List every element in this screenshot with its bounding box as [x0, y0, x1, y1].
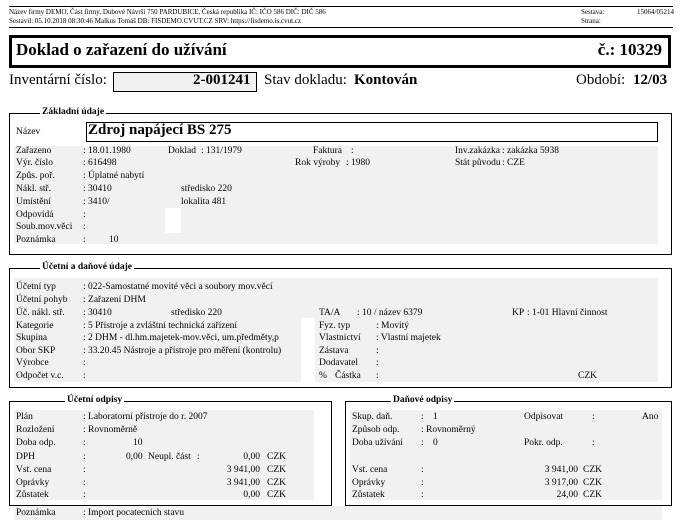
- tax-doba-value: 0: [433, 438, 438, 448]
- ucnakl-label: Úč. nákl. stř.: [16, 308, 65, 318]
- zast-label: Zástava: [319, 346, 349, 356]
- tax-skup-value: 1: [433, 412, 438, 422]
- zus-value: 0,00: [243, 490, 260, 500]
- tax-opr-colon: :: [421, 478, 424, 488]
- vst-colon: :: [83, 465, 86, 475]
- kat-label: Kategorie: [16, 321, 54, 331]
- obor-label: Obor SKP: [16, 346, 56, 356]
- rozl-label: Rozložení: [16, 425, 55, 435]
- zus-currency: CZK: [267, 490, 286, 500]
- umisteni-value: : 3410/: [83, 197, 110, 207]
- pokr-colon: :: [592, 438, 595, 448]
- typ-label: Účetní typ: [16, 282, 56, 292]
- tax-zus-currency: CZK: [583, 490, 602, 500]
- odpoc-value: :: [83, 371, 86, 381]
- report-header: [9, 6, 673, 28]
- acc-depreciation-title: Účetní odpisy: [67, 395, 123, 405]
- dph-label: DPH: [16, 452, 36, 462]
- doba-label: Doba odp.: [16, 438, 56, 448]
- tax-opr-value: 3 917,00: [544, 478, 578, 488]
- zarazeno-label: Zařazeno: [16, 146, 52, 156]
- strana-label: Strana:: [581, 17, 601, 25]
- pokr-label: Pokr. odp.: [524, 438, 563, 448]
- tax-doba-colon: :: [421, 438, 424, 448]
- pct-label: %: [319, 371, 327, 381]
- ucnakl-value: : 30410: [83, 308, 112, 318]
- odpisovat-label: Odpisovat: [524, 412, 564, 422]
- white-gap-2: [301, 318, 315, 382]
- vlast-label: Vlastnictví: [319, 333, 361, 343]
- faktura-value: :: [351, 146, 354, 156]
- zarazeno-value: : 18.01.1980: [83, 146, 131, 156]
- ucnakl-extra: středisko 220: [171, 308, 222, 318]
- dod-value: :: [376, 358, 379, 368]
- nakl-extra: středisko 220: [181, 184, 232, 194]
- kp-value: : 1-01 Hlavní činnost: [527, 308, 608, 318]
- tax-opr-label: Oprávky: [352, 478, 386, 488]
- zus-colon: :: [83, 490, 86, 500]
- fyz-value: : Movitý: [376, 321, 409, 331]
- nakl-value: : 30410: [83, 184, 112, 194]
- fyz-label: Fyz. typ: [319, 321, 351, 331]
- pohyb-label: Účetní pohyb: [16, 295, 68, 305]
- white-gap: [165, 208, 181, 233]
- neupl-colon: :: [197, 452, 200, 462]
- opr-currency: CZK: [267, 478, 286, 488]
- doklad-label: Doklad: [168, 146, 196, 156]
- tax-zus-colon: :: [421, 490, 424, 500]
- zpusob-label: Způs. poř.: [16, 171, 55, 181]
- footer-note-label: Poznámka: [16, 508, 56, 518]
- umisteni-label: Umístění: [16, 197, 51, 207]
- document-number: č.: 10329: [597, 40, 662, 59]
- kat-value: : 5 Přístroje a zvláštní technická zařízení: [83, 321, 238, 331]
- ta-label: TA/A: [319, 308, 341, 318]
- dod-label: Dodavatel: [319, 358, 359, 368]
- vst-value: 3 941,00: [226, 465, 260, 475]
- dph-colon: :: [83, 452, 86, 462]
- period-label: Období:: [576, 72, 626, 88]
- plan-value: : Laboratorní přístroje do r. 2007: [83, 412, 208, 422]
- accounting-section-title: Účetní a daňové údaje: [42, 262, 132, 272]
- company-line: Název firmy DEMO, Část firmy, Dubové Návrší 750 PARDUBICE, Česká republika IČ: IČO 586 DIČ: DIČ 586: [9, 8, 326, 16]
- invzak-label: Inv.zakázka: [455, 146, 501, 156]
- tax-zpusob-label: Způsob odp.: [352, 425, 400, 435]
- doba-value: 10: [133, 438, 143, 448]
- poznamka-value: 10: [109, 235, 119, 245]
- tax-zus-value: 24,00: [556, 490, 578, 500]
- rokvyr-label: Rok výroby: [295, 158, 341, 168]
- sestava-value: 15064/05214: [637, 8, 674, 16]
- tax-zpusob-value: : Rovnoměrný: [421, 425, 476, 435]
- tax-zus-label: Zůstatek: [352, 490, 385, 500]
- castka-label: Částka: [335, 371, 361, 381]
- castka-currency: CZK: [578, 371, 597, 381]
- poznamka-label: Poznámka: [16, 235, 56, 245]
- odpisovat-value: Ano: [642, 412, 659, 422]
- tax-vst-colon: :: [421, 465, 424, 475]
- inventory-number: 2-001241: [193, 72, 251, 88]
- odpisovat-colon: :: [592, 412, 595, 422]
- nakl-label: Nákl. stř.: [16, 184, 52, 194]
- sestava-label: Sestava:: [581, 8, 605, 16]
- neupl-label: Neupl. část: [148, 452, 191, 462]
- basic-section-title: Základní údaje: [42, 107, 105, 117]
- typ-value: : 022-Samostatné movité věci a soubory mov.věcí: [83, 282, 273, 292]
- period-value: 12/03: [633, 72, 668, 88]
- dph-value: 0,00: [126, 452, 143, 462]
- pohyb-value: : Zařazení DHM: [83, 295, 146, 305]
- tax-depreciation-title: Daňové odpisy: [393, 395, 453, 405]
- umisteni-extra: lokalita 481: [181, 197, 227, 207]
- faktura-label: Faktura: [313, 146, 343, 156]
- obor-value: : 33.20.45 Nástroje a přístroje pro měření (kontrolu): [83, 346, 282, 356]
- tax-skup-colon: :: [421, 412, 424, 422]
- name-value: Zdroj napájecí BS 275: [88, 122, 232, 138]
- invzak-value: : zakázka 5938: [502, 146, 559, 156]
- footer-note-value: : Import pocatecnich stavu: [83, 508, 185, 518]
- poznamka-colon: :: [83, 235, 86, 245]
- author-line: Sestavil: 05.10.2018 08:30:46 Malkus Tomáš DB: FISDEMO.CVUT.CZ SRV: https://fisdemo.is.cvut.cz: [9, 17, 301, 25]
- status-value: Kontován: [354, 72, 418, 88]
- tax-opr-currency: CZK: [583, 478, 602, 488]
- status-label: Stav dokladu:: [264, 72, 347, 88]
- neupl-currency: CZK: [267, 452, 286, 462]
- zast-value: :: [376, 346, 379, 356]
- zus-label: Zůstatek: [16, 490, 49, 500]
- rokvyr-value: : 1980: [346, 158, 371, 168]
- tax-vst-label: Vst. cena: [352, 465, 388, 475]
- inventory-label: Inventární číslo:: [9, 72, 107, 88]
- tax-vst-currency: CZK: [583, 465, 602, 475]
- vyrcislo-value: : 616498: [83, 158, 117, 168]
- vyr-label: Výrobce: [16, 358, 49, 368]
- opr-label: Oprávky: [16, 478, 50, 488]
- tax-doba-label: Doba užívání: [352, 438, 403, 448]
- neupl-value: 0,00: [243, 452, 260, 462]
- statpuv-label: Stát původu: [455, 158, 501, 168]
- skup-label: Skupina: [16, 333, 48, 343]
- vlast-value: : Vlastní majetek: [376, 333, 441, 343]
- zpusob-value: : Úplatné nabytí: [83, 171, 145, 181]
- ta-value: : 10 / název 6379: [357, 308, 423, 318]
- doba-colon: :: [83, 438, 86, 448]
- doklad-value: : 131/1979: [201, 146, 242, 156]
- statpuv-value: : CZE: [502, 158, 525, 168]
- plan-label: Plán: [16, 412, 33, 422]
- kp-label: KP: [512, 308, 525, 318]
- tax-vst-value: 3 941,00: [544, 465, 578, 475]
- skup-value: : 2 DHM - dl.hm.majetek-mov.věci, um.předměty,p: [83, 333, 279, 343]
- vyrcislo-label: Výr. číslo: [16, 158, 53, 168]
- opr-value: 3 941,00: [226, 478, 260, 488]
- soub-value: :: [83, 222, 86, 232]
- vst-currency: CZK: [267, 465, 286, 475]
- page-title: Doklad o zařazení do užívání: [16, 40, 227, 59]
- odpovida-value: :: [83, 210, 86, 220]
- title-box: [9, 35, 671, 68]
- name-label: Název: [16, 127, 41, 137]
- odpovida-label: Odpovídá: [16, 210, 54, 220]
- castka-value: :: [376, 371, 379, 381]
- odpoc-label: Odpočet v.c.: [16, 371, 64, 381]
- soub-label: Soub.mov.věci: [16, 222, 73, 232]
- rozl-value: : Rovnoměrně: [83, 425, 138, 435]
- tax-skup-label: Skup. daň.: [352, 412, 393, 422]
- vyr-value: :: [83, 358, 86, 368]
- opr-colon: :: [83, 478, 86, 488]
- vst-label: Vst. cena: [16, 465, 52, 475]
